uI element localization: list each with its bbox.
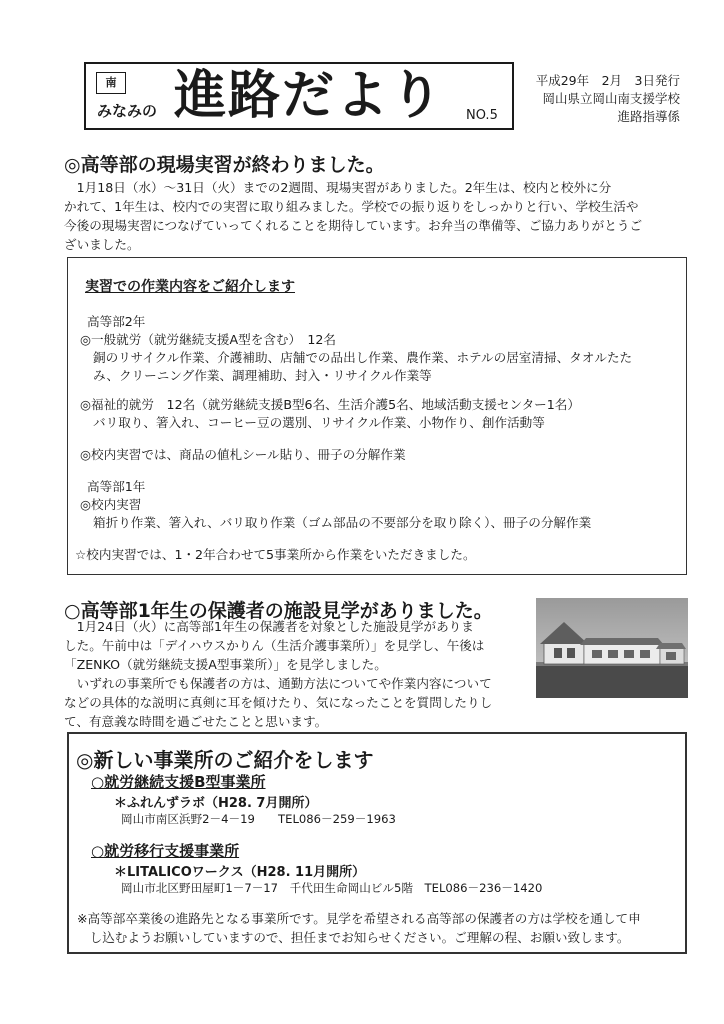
work-box-footer-note: ☆校内実習では、1・2年合わせて5事業所から作業をいただきました。 — [75, 547, 476, 562]
section2-line: て、有意義な時間を過ごせたことと思います。 — [64, 714, 328, 729]
b-type-category: ○就労継続支援B型事業所 — [91, 773, 266, 791]
transition-office-address: 岡山市北区野田屋町1－7－17 千代田生命岡山ビル5階 TEL086－236－1420 — [121, 881, 543, 895]
note-line: し込むようお願いしていますので、担任までお知らせください。ご理解の程、お願い致します。 — [77, 930, 630, 945]
issue-number: NO.5 — [466, 108, 498, 123]
b-type-office-name: ＊ふれんずラボ（H28. 7月開所） — [114, 796, 318, 811]
facility-photo — [536, 598, 688, 698]
note-line: ※高等部卒業後の進路先となる事業所です。見学を希望される高等部の保護者の方は学校を通して申 — [77, 911, 641, 926]
general-employment-line: み、クリーニング作業、調理補助、封入・リサイクル作業等 — [93, 368, 432, 383]
publication-info — [528, 72, 680, 126]
newsletter-brand-small: みなみの — [97, 102, 158, 120]
section1-line: 今後の現場実習につなげていってくれることを期待しています。お弁当の準備等、ご協力ありがとうご — [64, 218, 643, 233]
section2-line: 「ZENKO（就労継続支援A型事業所）」を見学しました。 — [64, 657, 387, 672]
section2-line: 1月24日（火）に高等部1年生の保護者を対象とした施設見学がありま — [64, 619, 474, 634]
grade2-campus-line: ◎校内実習では、商品の値札シール貼り、冊子の分解作業 — [80, 447, 406, 462]
section2-heading: ○高等部1年生の保護者の施設見学がありました。 — [64, 600, 493, 622]
school-logo-icon: 南 — [96, 72, 126, 94]
transition-category: ○就労移行支援事業所 — [91, 842, 240, 860]
newsletter-title: 進路だより — [174, 66, 445, 126]
section1-line: ざいました。 — [64, 237, 140, 252]
section2-line: などの具体的な説明に真剣に耳を傾けたり、気になったことを質問したりし — [64, 695, 493, 710]
general-employment-heading: ◎一般就労（就労継続支援A型を含む） 12名 — [80, 332, 337, 347]
welfare-employment-heading: ◎福祉的就労 12名（就労継続支援B型6名、生活介護5名、地域活動支援センター1名） — [80, 397, 580, 412]
section1-line: かれて、1年生は、校内での実習に取り組みました。学校での振り返りをしっかりと行い、学校生活や — [64, 199, 639, 214]
grade1-campus-line: 箱折り作業、箸入れ、バリ取り作業（ゴム部品の不要部分を取り除く）、冊子の分解作業 — [93, 515, 592, 530]
section1-heading: ◎高等部の現場実習が終わりました。 — [64, 154, 385, 176]
transition-office-name: ＊LITALICOワークス（H28. 11月開所） — [114, 865, 366, 880]
department-name: 進路指導係 — [617, 109, 680, 124]
section1-line: 1月18日（水）～31日（火）までの2週間、現場実習がありました。2年生は、校内と校外に分 — [64, 180, 612, 195]
new-offices-note — [77, 909, 641, 947]
new-offices-heading: ◎新しい事業所のご紹介をします — [76, 748, 374, 772]
publication-date: 平成29年 2月 3日発行 — [535, 73, 680, 88]
general-employment-line: 銅のリサイクル作業、介護補助、店舗での品出し作業、農作業、ホテルの居室清掃、タオルたた — [93, 350, 633, 365]
grade2-label: 高等部2年 — [87, 314, 146, 329]
facility-building-image — [536, 598, 688, 698]
work-box-title: 実習での作業内容をご紹介します — [85, 279, 295, 295]
grade1-campus-heading: ◎校内実習 — [80, 497, 142, 512]
section1-body — [64, 178, 642, 254]
welfare-employment-line: バリ取り、箸入れ、コーヒー豆の選別、リサイクル作業、小物作り、創作活動等 — [93, 415, 545, 430]
section2-line: いずれの事業所でも保護者の方は、通勤方法についてや作業内容について — [64, 676, 492, 691]
b-type-office-address: 岡山市南区浜野2－4－19 TEL086－259－1963 — [121, 812, 396, 826]
section2-line: した。午前中は「デイハウスかりん（生活介護事業所）」を見学し、午後は — [64, 638, 485, 653]
section2-body — [64, 617, 492, 731]
grade1-label: 高等部1年 — [87, 479, 146, 494]
school-name: 岡山県立岡山南支援学校 — [542, 91, 680, 106]
